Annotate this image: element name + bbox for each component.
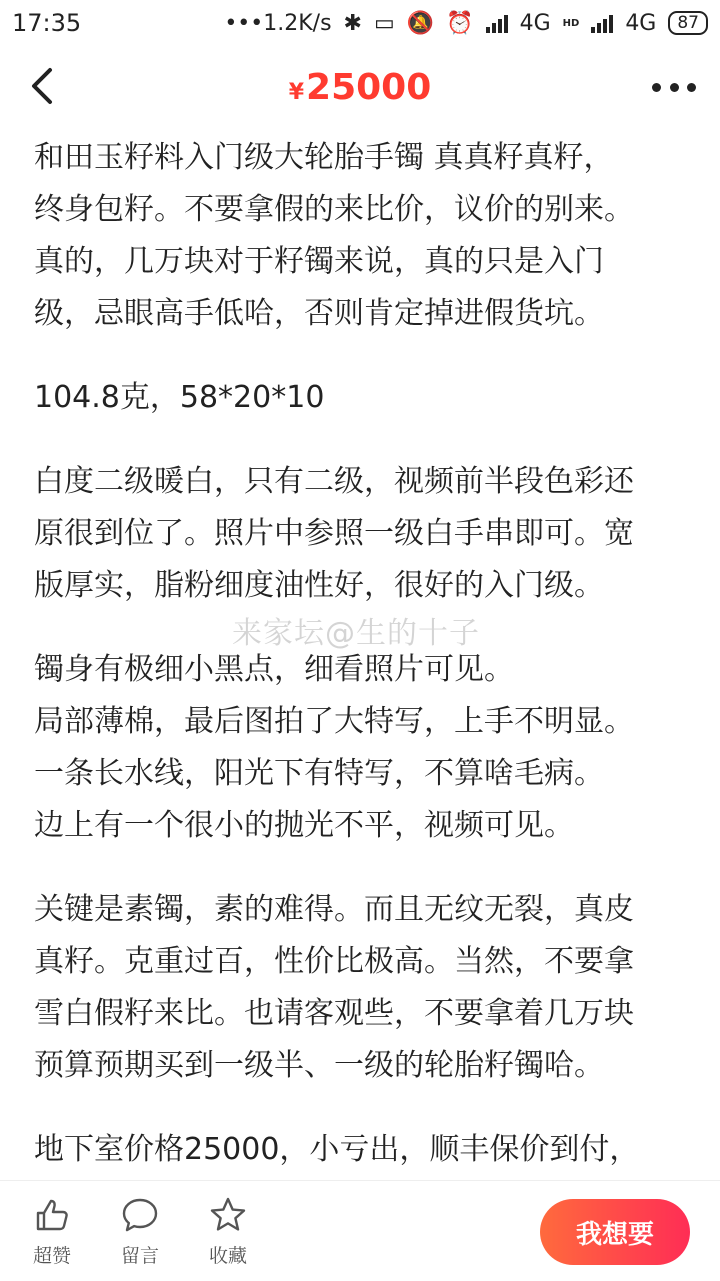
battery-icon: 87: [668, 11, 708, 35]
price-value: 25000: [306, 66, 432, 108]
header: [0, 46, 720, 128]
comment-icon: [120, 1195, 160, 1235]
hd-badge: HD: [562, 17, 580, 29]
description-paragraph: 白度二级暖白，只有二级，视频前半段色彩还 原很到位了。照片中参照一级白手串即可。宽 版厚实，脂粉细度油性好，很好的入门级。: [34, 464, 634, 603]
status-icons: [224, 11, 708, 36]
comment-button[interactable]: [100, 1195, 180, 1268]
bluetooth-icon: ✱: [343, 10, 362, 36]
like-label: 超赞: [32, 1245, 71, 1267]
star-icon: [208, 1195, 248, 1235]
price: [289, 67, 432, 108]
description-paragraph: 104.8克，58*20*10: [34, 380, 325, 415]
network-type-2: 4G: [625, 10, 657, 36]
description-paragraph: 地下室价格25000，小亏出，顺丰保价到付，: [34, 1132, 640, 1167]
description-paragraph: 和田玉籽料入门级大轮胎手镯 真真籽真籽， 终身包籽。不要拿假的来比价，议价的别来。 真的，几万块对于籽镯来说，真的只是入门 级，忌眼高手低哈，否则肯定掉进假货坑。: [34, 140, 634, 331]
more-button[interactable]: [652, 72, 696, 102]
thumbs-up-icon: [32, 1195, 72, 1235]
want-button[interactable]: 我想要: [540, 1199, 690, 1265]
status-bar: [0, 0, 720, 46]
bottom-action-bar: [0, 1180, 720, 1281]
currency-symbol: ¥: [288, 79, 305, 105]
watermark: 来家坛@生的十子: [232, 616, 480, 651]
like-button[interactable]: [12, 1195, 92, 1268]
alarm-icon: ⏰: [446, 10, 474, 36]
vibrate-icon: ▭: [373, 10, 395, 36]
chevron-left-icon: [22, 64, 66, 108]
signal-icon-2: [591, 13, 613, 33]
network-type-1: 4G: [519, 10, 551, 36]
network-speed: •••1.2K/s: [224, 10, 332, 36]
comment-label: 留言: [120, 1245, 159, 1267]
more-dot: [687, 83, 696, 92]
more-dot: [670, 83, 679, 92]
mute-icon: 🔕: [406, 10, 435, 36]
signal-icon: [486, 13, 508, 33]
favorite-label: 收藏: [208, 1245, 247, 1267]
description: [34, 132, 694, 1180]
favorite-button[interactable]: [188, 1195, 268, 1268]
status-time: 17:35: [12, 9, 82, 37]
back-button[interactable]: [22, 64, 66, 108]
more-dot: [652, 83, 661, 92]
description-paragraph: 镯身有极细小黑点，细看照片可见。 局部薄棉，最后图拍了大特写，上手不明显。 一条长水线，阳光下有特写，不算啥毛病。 边上有一个很小的抛光不平，视频可见。: [34, 652, 634, 843]
description-paragraph: 关键是素镯，素的难得。而且无纹无裂，真皮 真籽。克重过百，性价比极高。当然，不要拿 雪白假籽来比。也请客观些，不要拿着几万块 预算预期买到一级半、一级的轮胎籽镯哈。: [34, 892, 634, 1083]
